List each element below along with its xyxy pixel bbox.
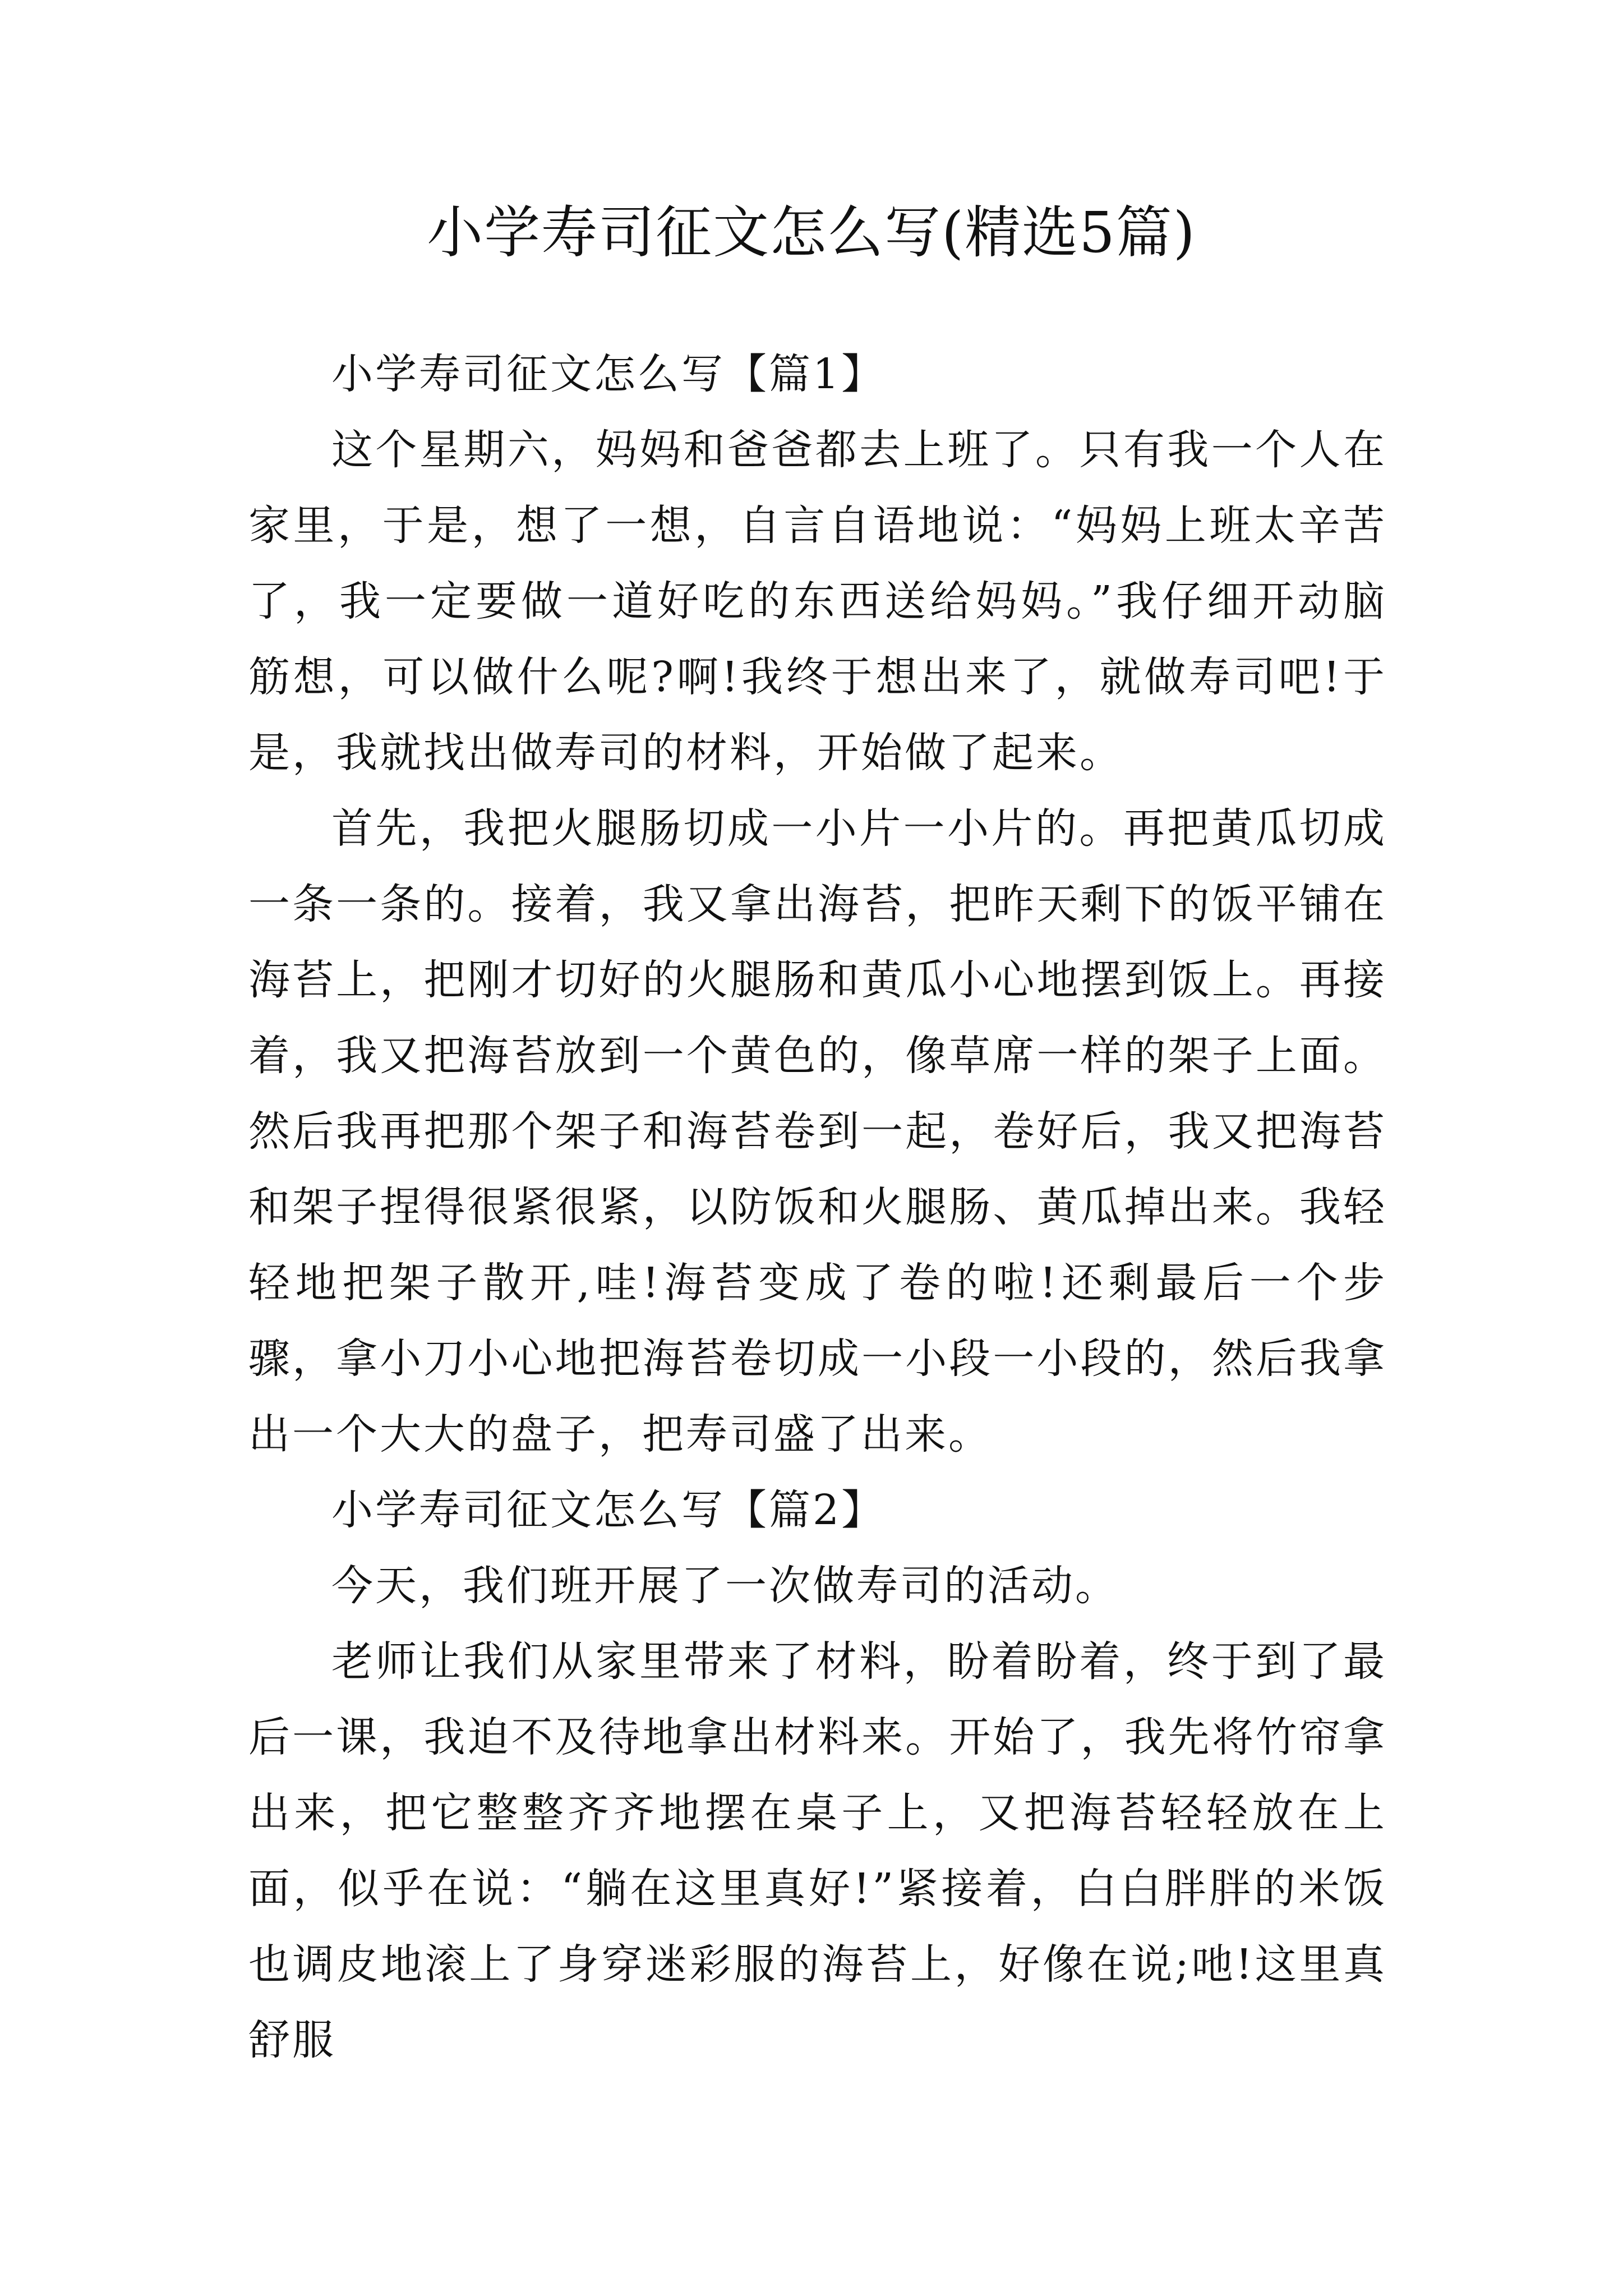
section-heading: 小学寿司征文怎么写【篇2】 (331, 1486, 886, 1534)
paragraph: 今天，我们班开展了一次做寿司的活动。 (331, 1562, 1119, 1610)
section-heading: 小学寿司征文怎么写【篇1】 (331, 350, 886, 398)
paragraph: 这个星期六，妈妈和爸爸都去上班了。只有我一个人在家里，于是，想了一想，自言自语地说：“妈妈上班太辛苦了，我一定要做一道好吃的东西送给妈妈。”我仔细开动脑筋想，可以做什么呢?啊!我终于想出来了，就做寿司吧!于是，我就找出做寿司的材料，开始做了起来。 (248, 426, 1387, 777)
document-body (248, 337, 1387, 2078)
paragraph: 首先，我把火腿肠切成一小片一小片的。再把黄瓜切成一条一条的。接着，我又拿出海苔，把昨天剩下的饭平铺在海苔上，把刚才切好的火腿肠和黄瓜小心地摆到饭上。再接着，我又把海苔放到一个黄色的，像草席一样的架子上面。然后我再把那个架子和海苔卷到一起，卷好后，我又把海苔和架子捏得很紧很紧，以防饭和火腿肠、黄瓜掉出来。我轻轻地把架子散开,哇!海苔变成了卷的啦!还剩最后一个步骤，拿小刀小心地把海苔卷切成一小段一小段的，然后我拿出一个大大的盘子，把寿司盛了出来。 (248, 804, 1387, 1458)
paragraph: 老师让我们从家里带来了材料，盼着盼着，终于到了最后一课，我迫不及待地拿出材料来。开始了，我先将竹帘拿出来，把它整整齐齐地摆在桌子上，又把海苔轻轻放在上面，似乎在说：“躺在这里真好!”紧接着，白白胖胖的米饭也调皮地滚上了身穿迷彩服的海苔上，好像在说;吔!这里真舒服 (248, 1637, 1387, 2064)
document-title: 小学寿司征文怎么写(精选5篇) (427, 200, 1196, 265)
